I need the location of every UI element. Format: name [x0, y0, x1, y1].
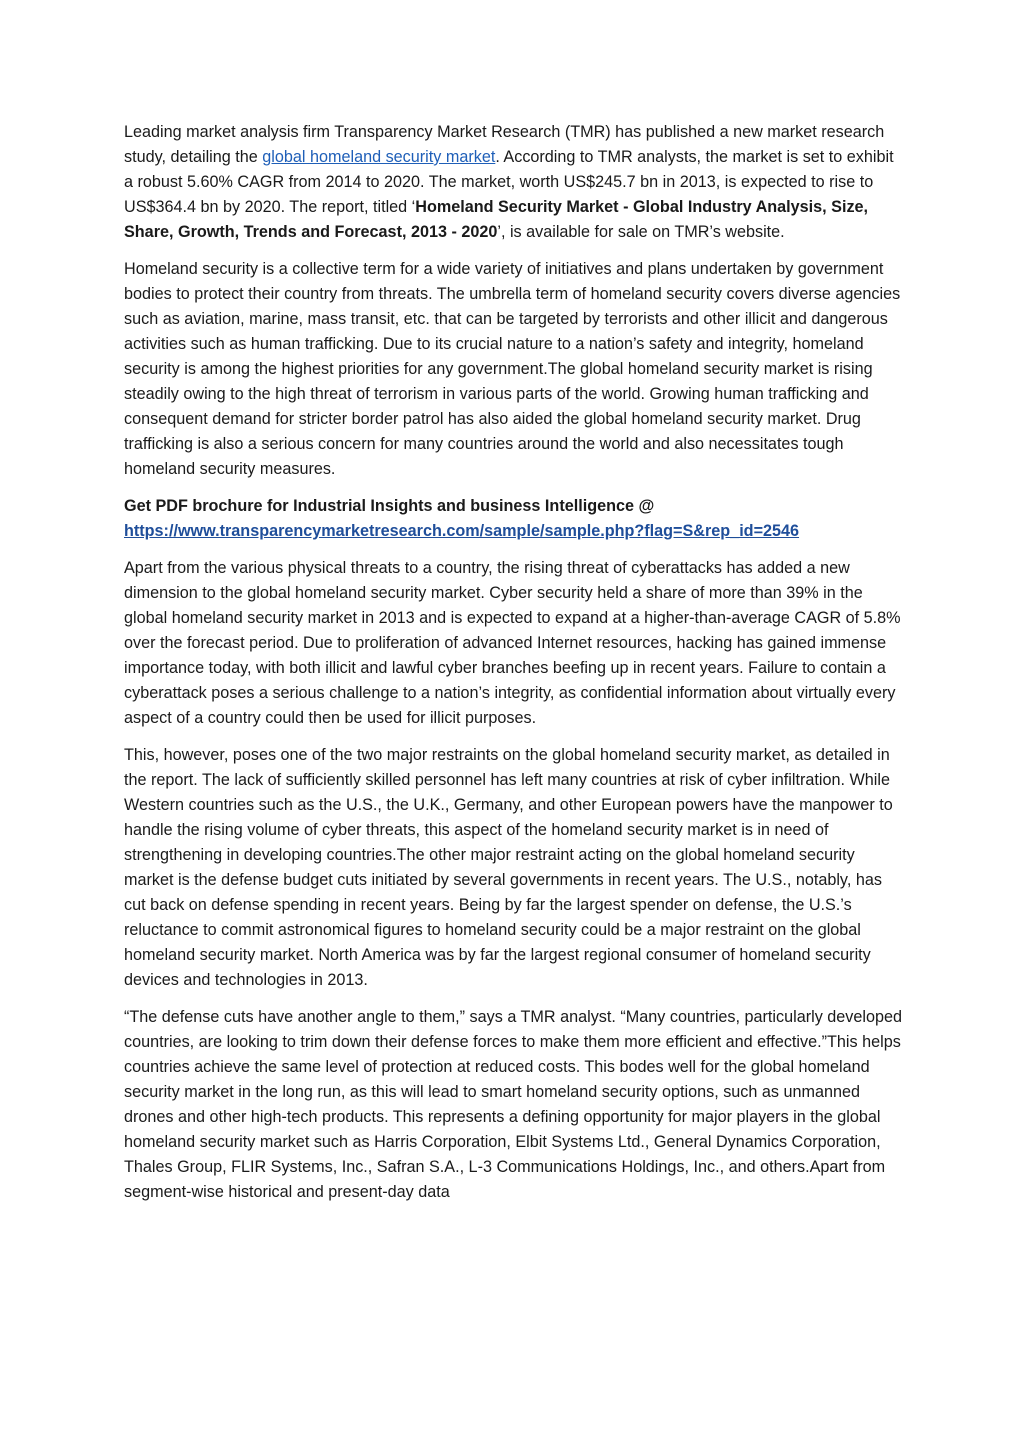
cyber-security-paragraph: Apart from the various physical threats to a country, the rising threat of cyberattacks has added a new dimension to the global homeland security market. Cyber security held a share of more than 39% in the global homeland security market in 2013 and is expected to expand at a higher-than-average CAGR of 5.8% over the forecast period. Due to proliferation of advanced Internet resources, hacking has gained immense importance today, with both illicit and lawful cyber branches beefing up in recent years. Failure to contain a cyberattack poses a serious challenge to a nation’s integrity, as confidential information about virtually every aspect of a country could then be used for illicit purposes.: [124, 559, 901, 727]
analyst-quote-paragraph: “The defense cuts have another angle to them,” says a TMR analyst. “Many countries, particularly developed countries, are looking to trim down their defense forces to make them more efficient and effective.”This helps countries achieve the same level of protection at reduced costs. This bodes well for the global homeland security market in the long run, as this will lead to smart homeland security options, such as unmanned drones and other high-tech products. This represents a defining opportunity for major players in the global homeland security market such as Harris Corporation, Elbit Systems Ltd., General Dynamics Corporation, Thales Group, FLIR Systems, Inc., Safran S.A., L-3 Communications Holdings, Inc., and others.Apart from segment-wise historical and present-day data: [124, 1008, 902, 1201]
restraints-paragraph: This, however, poses one of the two major restraints on the global homeland security market, as detailed in the report. The lack of sufficiently skilled personnel has left many countries at risk of cyber infiltration. While Western countries such as the U.S., the U.K., Germany, and other European powers have the manpower to handle the rising volume of cyber threats, this aspect of the homeland security market is in need of strengthening in developing countries.The other major restraint acting on the global homeland security market is the defense budget cuts initiated by several governments in recent years. The U.S., notably, has cut back on defense spending in recent years. Being by far the largest spender on defense, the U.S.’s reluctance to commit astronomical figures to homeland security could be a major restraint on the global homeland security market. North America was by far the largest regional consumer of homeland security devices and technologies in 2013.: [124, 746, 893, 989]
intro-paragraph: [124, 120, 904, 245]
brochure-heading: Get PDF brochure for Industrial Insights and business Intelligence @: [124, 497, 655, 515]
brochure-callout: [124, 494, 904, 544]
document-page: [124, 120, 904, 1217]
intro-text-end: ’, is available for sale on TMR’s website.: [497, 223, 785, 241]
intro-text-start: Leading market analysis firm Transparency Market Research (TMR) has published a new market research study, detailing the: [124, 123, 885, 166]
brochure-sample-link[interactable]: https://www.transparencymarketresearch.com/sample/sample.php?flag=S&rep_id=2546: [124, 522, 800, 540]
global-homeland-security-market-link[interactable]: global homeland security market: [262, 148, 496, 166]
overview-paragraph: Homeland security is a collective term for a wide variety of initiatives and plans undertaken by government bodies to protect their country from threats. The umbrella term of homeland security covers diverse agencies such as aviation, marine, mass transit, etc. that can be targeted by terrorists and other illicit and dangerous activities such as human trafficking. Due to its crucial nature to a nation’s safety and integrity, homeland security is among the highest priorities for any government.The global homeland security market is rising steadily owing to the high threat of terrorism in various parts of the world. Growing human trafficking and consequent demand for stricter border patrol has also aided the global homeland security market. Drug trafficking is also a serious concern for many countries around the world and also necessitates tough homeland security measures.: [124, 260, 901, 478]
intro-text-middle: . According to TMR analysts, the market is set to exhibit a robust 5.60% CAGR from 2014 to 2020. The market, worth US$245.7 bn in 2013, is expected to rise to US$364.4 bn by 2020. The report, titled ‘: [124, 148, 894, 216]
report-title: Homeland Security Market - Global Industry Analysis, Size, Share, Growth, Trends and Forecast, 2013 - 2020: [124, 198, 869, 241]
